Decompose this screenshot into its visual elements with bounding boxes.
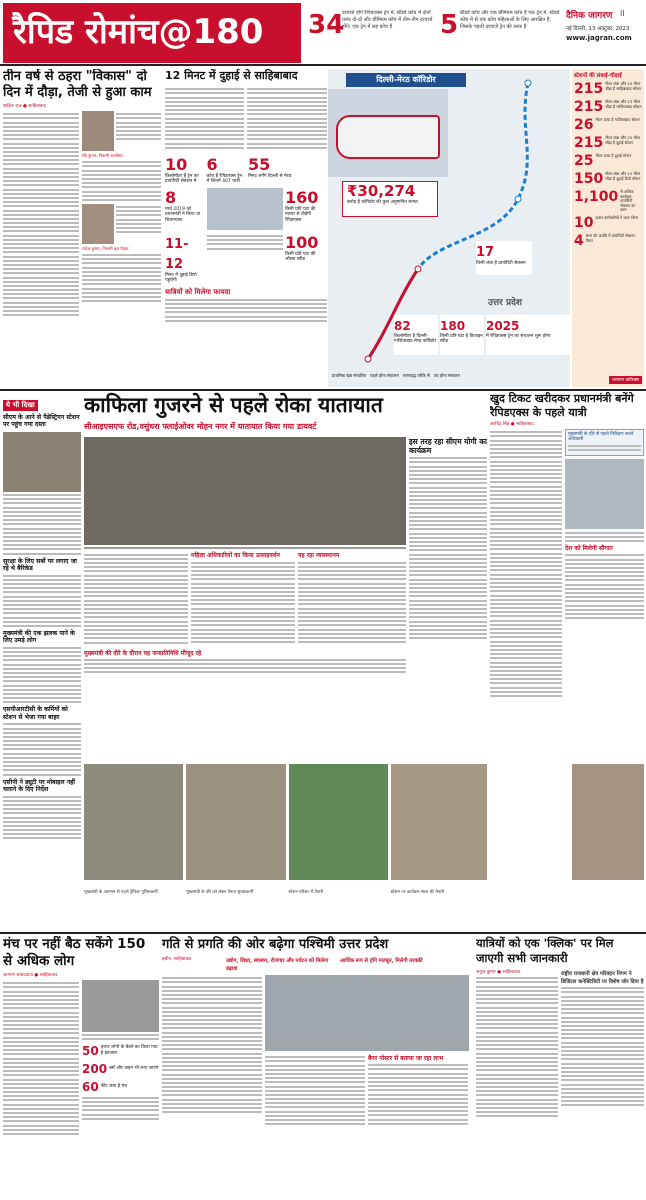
venue-prep-photo [391,764,487,880]
station-stat-number: 215 [574,99,604,115]
station-stats [572,69,644,387]
station-stat-item [572,171,644,188]
legend-1: प्राथमिक खंड संचालित [332,373,367,378]
graphics-credit: जागरण ग्राफिक्स [609,376,642,384]
story2-subhead: यात्रियों को मिलेगा फायदा [165,287,231,296]
stat3-number: 55 [248,155,271,174]
station-stat-number: 10 [574,214,594,231]
bottom2-headline: गति से प्रगति की ओर बढ़ेगा पश्चिमी उत्तर प्रदेश [162,937,389,952]
stat-b-number: 82 [394,319,411,333]
section-rule [0,389,646,391]
legend-3: चरणबद्ध तरीके से [402,373,430,378]
page-number: II [620,9,625,18]
story-twelve-minutes [165,69,327,387]
info-box [565,429,644,456]
stat7-text: किमी प्रति घंटा की औसत स्पीड [285,251,316,263]
stat-d-number: 2025 [486,319,520,333]
region-label: उत्तर प्रदेश [488,298,522,308]
title-banner [3,3,301,63]
caption-4: स्टेशन पर कार्यक्रम स्थल की तैयारी [390,890,445,895]
station-stat-text: मीटर ऊंचा है गाजियाबाद स्टेशन [595,117,640,122]
station-stat-item [572,135,644,152]
digital-info-story [476,936,644,1198]
map-title: दिल्ली-मेरठ कॉरिडोर [346,73,466,87]
stat2-text: कोच हैं रैपिडएक्स ट्रेन में जिनमें 407 यात्री [206,174,243,185]
station-stat-item [572,117,644,134]
stat-a [476,241,532,275]
lead-sub3: मुख्यमंत्री की दौरे के दौरान यह जनप्रतिनिधि मौजूद रहे [84,649,202,657]
masthead [0,0,646,66]
also-item-1: सीएम के आने से पैडेस्ट्रियन स्टेशन पर पहुंच गया दस्ता [3,414,80,429]
right-story-subhead: देश को मिलेगी सौगात [565,545,613,553]
lead-headline: काफिला गुजरने से पहले रोका यातायात [84,393,383,417]
station-stat-item [572,81,644,98]
paper-name: दैनिक जागरण [566,11,613,21]
right-story-byline: अरविंद सिंह ● साहिबाबाद [490,422,534,427]
station-stat-number: 25 [574,153,594,169]
story-byline: साहिल राज ● साहिबाबाद [3,104,46,109]
station-stat-number: 215 [574,81,604,97]
bottom2-bullet2: आर्थिक रूप से होंगे मजबूत, मिलेगी तरक्की [340,958,423,964]
story-headline: तीन वर्ष से ठहरा "विकास" दो दिन में दौड़ा, तेजी से हुआ काम [3,69,152,100]
bottom3-byline: अनुज कुमार ● साहिबाबाद [476,970,521,975]
station-stat-number: 150 [574,171,604,187]
bottom3-subhead: राष्ट्रीय राजधानी क्षेत्र परिवहन निगम ने डिजिटल कनेक्टिविटी पर विशेष जोर दिया है [561,971,644,985]
stat-a-number: 17 [476,245,495,260]
website: www.jagran.com [566,34,632,42]
story-col-2 [82,111,161,318]
caption-2: मुख्यमंत्री के दौरे को लेकर तैनात सुरक्षाकर्मी [186,890,254,895]
stat6-number: 11-12 [165,236,189,272]
stat6-text: मिनट में दुहाई डिपो पहुंचेगी [165,272,197,284]
stat1-text: किलोमीटर है ट्रेन का प्रायोरिटी सेक्शन में [165,174,199,185]
station-stat-item [572,153,644,170]
sidebar-also-seen [3,392,81,930]
bottom1-stat2-number: 200 [82,1061,108,1076]
bottom2-subhead: बैनर पोस्टर से बताया जा रहा लाभ [368,1055,444,1062]
bottom1-headline: मंच पर नहीं बैठ सकेंगे 150 से अधिक लोग [3,936,146,969]
station-stats-title: स्टेशनों की लंबाई-चौड़ाई [574,73,622,79]
lead-sub2: यह रहा व्यवस्थापन [298,552,340,560]
cost-value: ₹30,274 [347,182,416,200]
corridor-map [328,69,570,387]
right-story-headline: खुद टिकट खरीदकर प्रधानमंत्री बनेंगे रैपिडएक्स के पहले यात्री [490,392,634,419]
progress-story [162,936,472,1198]
station-stat-item [572,215,644,232]
legend-2: पहले होगा संचालन [370,373,399,378]
cost-text: करोड़ है कॉरिडोर की कुल अनुमानित लागत [347,200,418,205]
person-photo-2 [82,204,114,244]
bottom1-stat3-text: फीट लंबा है मंच [100,1083,128,1089]
stat5-number: 160 [285,187,319,207]
ticket-machine-photo [565,459,644,529]
lead-subhead: सीआइएसएफ रोड,वसुंधरा फ्लाईओवर मोहन नगर में यातायात किया गया डायवर्ट [84,422,317,431]
map-stats-row [394,315,570,355]
stat5-text: किमी प्रति घंटा की रफ्तार से दौड़ेगी रैपिडएक्स [285,206,316,223]
station-stat-text: मीटर लंबा और 25 मीटर चौड़ा है साहिबाबाद स्टेशन [605,81,642,91]
teaser1-number: 34 [308,10,345,40]
bottom1-stat1-text: हजार लोगों के बैठने का किया गया है इंतजाम [100,1045,158,1056]
bottom2-bullet1: उद्योग, शिक्षा, स्वास्थ्य, रोजगार और पर्यटन को मिलेगा बढ़ावा [226,958,329,972]
quote2-name: राकेश कुमार, निवासी बृज विहार [82,245,129,251]
teaser2-text: स्टैंडर्ड कोच और एक प्रीमियम कोच है एक ट्रेन में, स्टैंडर्ड कोच में से एक कोच महिलाओं के लिए आरक्षित है, जिसके पहली दरवाजे ट्रेन की तरफ़ है [460,10,560,30]
cost-box [342,181,438,217]
bottom1-byline: जागरण संवाददाता ● साहिबाबाद [3,973,58,978]
traffic-photo [84,764,183,880]
station-stat-number: 1,100 [574,189,619,205]
quote1-name: रवि कुमार, निवासी शालीमार [82,153,123,158]
station-stat-text: मीटर लंबा और 25 मीटर चौड़ा है दुहाई स्टेशन [605,135,641,145]
station-stat-item [572,189,644,214]
page-title: रैपिड रोमांच@180 [13,12,264,52]
caption-1: मुख्यमंत्री के आगमन से पहले ट्रैफिक पुलिसकर्मी [84,890,158,895]
station-stat-text: से अधिक कार्यबल प्रायोरिटी सेक्शन का काम [620,189,636,213]
stat2-number: 6 [206,155,218,174]
lead-sub1: महिला अधिकारियों का किया उत्साहवर्धन [191,552,280,560]
bottom1-stat3-number: 60 [82,1079,99,1094]
pm-first-passenger-story [490,392,644,930]
story-development [3,69,161,387]
also-item-4: एसपीआरटीसी के कर्मियों को स्टेशन से भेजा गया बाहर [3,706,68,721]
stat4-number: 8 [165,187,177,207]
schedule-title: इस तरह रहा सीएम योगी का कार्यक्रम [409,437,487,455]
also-item-3: मुख्यमंत्री की एक झलक पाने के लिए उमड़े लोग [3,629,75,645]
stat-c-text: किमी प्रति घंटा है डिजाइन स्पीड [440,334,483,345]
masthead-rule [0,64,646,66]
person-photo-1 [82,111,114,151]
station-stat-number: 26 [574,117,594,133]
legend-4: तय होगा संचालन [433,373,460,378]
teaser2-number: 5 [440,10,459,40]
station-stat-number: 215 [574,135,604,151]
station-stat-text: मीटर लंबा और 15 मीटर चौड़ा है दुहाई डिपो स्टेशन [605,171,641,181]
photo-captions [84,890,487,895]
stat-a-text: किमी लंबा है प्रायोरिटी सेक्शन [476,261,526,266]
stats-row-1 [165,155,327,185]
bottom-rule [0,932,646,934]
teaser1-text: दरवाजे होंगे रैपिडएक्स ट्रेन में, स्टैंडर्ड कोच में दोनों तरफ दो-दो और प्रीमियम कोच में तीन-तीन दरवाजे होंगे। एक ट्रेन में छह कोच हैं [342,10,433,30]
bottom1-stat2-text: बसें और वाहन भी लाए जाएंगे [109,1065,159,1071]
stat4-text: मार्च 2019 को प्रधानमंत्री ने किया था शिलान्यास [165,206,201,223]
bottom1-stat1-number: 50 [82,1043,99,1058]
elevated-track-photo [265,975,469,1051]
station-prep-photo [289,764,388,880]
station-stat-number: 4 [574,232,584,249]
info-box-text: मुख्यमंत्री के दौरे से पहले निरीक्षण करते अधिकारी [568,432,634,443]
stat1-number: 10 [165,155,188,174]
station-stats-list [572,81,644,250]
security-photo [186,764,285,880]
train-photo-small [207,188,283,230]
stat-d-text: में रैपिडएक्स ट्रेन का संचालन शुरू होगा [486,334,551,339]
caption-3: स्टेशन परिसर में तैयारी [288,890,324,895]
lead-photo-row [84,764,487,888]
station-stat-text: मीटर ऊंचा है दुहाई स्टेशन [595,153,632,158]
station-stat-item [572,99,644,116]
also-photo [3,432,81,492]
lead-story [84,392,487,930]
also-item-2: सुरक्षा के लिए सबों पर लगाए जा रहे थे बैरिकेड [3,557,77,573]
stage-photo [82,980,159,1032]
bottom3-headline: यात्रियों को एक 'क्लिक' पर मिल जाएगी सभी जानकारी [476,936,614,965]
bottom2-byline: हसीन, साहिबाबाद [162,957,192,962]
also-seen-tag: ये भी दिखा [3,400,38,411]
station-stat-text: साल की अवधि में प्रायोरिटी सेक्शन तैयार [585,232,635,243]
also-item-5: एसीपी ने ड्यूटी पर मोबाइल नहीं चलाने के दिए निर्देश [3,778,76,793]
edition-date: नई दिल्ली, 13 अक्टूबर, 2023 [566,26,630,32]
stat3-text: मिनट लगेंगे दिल्ली से मेरठ [248,174,292,179]
station-stat-text: मीटर लंबा और 23 मीटर चौड़ा है गाजियाबाद स्टेशन [605,99,642,109]
station-exterior-photo [572,764,644,880]
station-stat-text: हजार कर्मचारियों ने काम किया [595,214,639,220]
stage-seating-story [3,936,159,1198]
station-stat-item [572,233,644,250]
lead-photo-cm-visit [84,437,406,545]
story2-headline: 12 मिनट में दुहाई से साहिबाबाद [165,69,298,82]
stat-b-text: किलोमीटर है दिल्ली-गाजियाबाद-मेरठ कॉरिडोर [394,334,437,345]
stat7-number: 100 [285,232,319,252]
map-legend [332,373,568,379]
story-col-1 [3,111,79,318]
stat-c-number: 180 [440,319,466,333]
